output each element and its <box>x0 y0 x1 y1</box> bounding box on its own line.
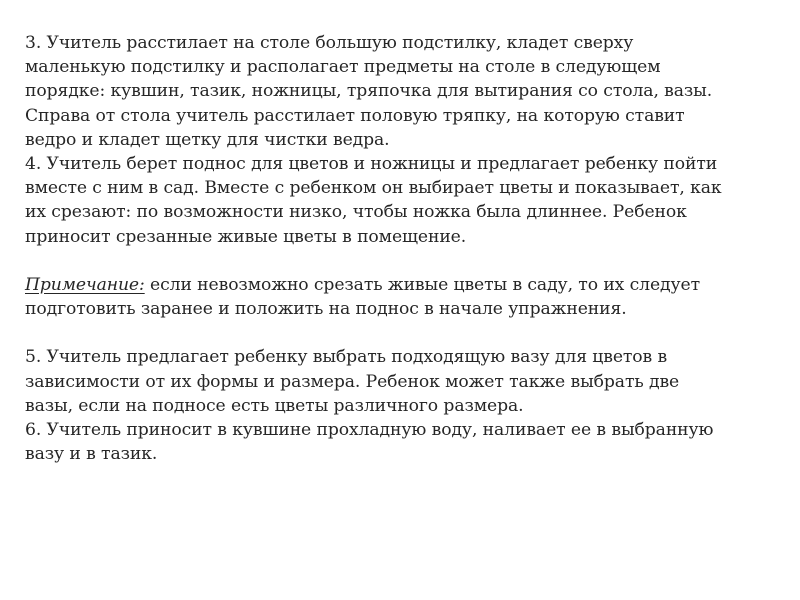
document-text <box>25 31 785 466</box>
text-line: их срезают: по возможности низко, чтобы ножка была длиннее. Ребенок <box>25 202 687 223</box>
paragraph-6 <box>25 418 785 466</box>
note-paragraph <box>25 273 785 321</box>
blank-line <box>25 249 785 273</box>
text-line: 5. Учитель предлагает ребенку выбрать подходящую вазу для цветов в <box>25 347 668 368</box>
paragraph-3 <box>25 31 785 152</box>
note-text: если невозможно срезать живые цветы в саду, то их следует <box>144 274 701 295</box>
text-line: 4. Учитель берет поднос для цветов и ножницы и предлагает ребенку пойти <box>25 153 718 174</box>
text-line: ведро и кладет щетку для чистки ведра. <box>25 129 390 150</box>
text-line: вазы, если на подносе есть цветы различного размера. <box>25 395 524 416</box>
text-line: 6. Учитель приносит в кувшине прохладную воду, наливает ее в выбранную <box>25 420 714 440</box>
paragraph-4 <box>25 152 785 249</box>
text-line: зависимости от их формы и размера. Ребенок может также выбрать две <box>25 371 680 392</box>
text-line: вместе с ним в сад. Вместе с ребенком он выбирает цветы и показывает, как <box>25 178 722 199</box>
text-line: 3. Учитель расстилает на столе большую подстилку, кладет сверху <box>25 33 634 53</box>
note-label: Примечание: <box>25 274 145 295</box>
text-line: вазу и в тазик. <box>25 444 158 465</box>
text-line: порядке: кувшин, тазик, ножницы, тряпочка для вытирания со стола, вазы. <box>25 81 713 102</box>
note-line <box>25 273 785 297</box>
paragraph-5 <box>25 345 785 418</box>
text-line: маленькую подстилку и располагает предметы на столе в следующем <box>25 57 661 78</box>
text-line: приносит срезанные живые цветы в помещение. <box>25 226 467 247</box>
blank-line <box>25 321 785 345</box>
text-line: Справа от стола учитель расстилает половую тряпку, на которую ставит <box>25 105 685 126</box>
text-line: подготовить заранее и положить на поднос в начале упражнения. <box>25 299 627 320</box>
